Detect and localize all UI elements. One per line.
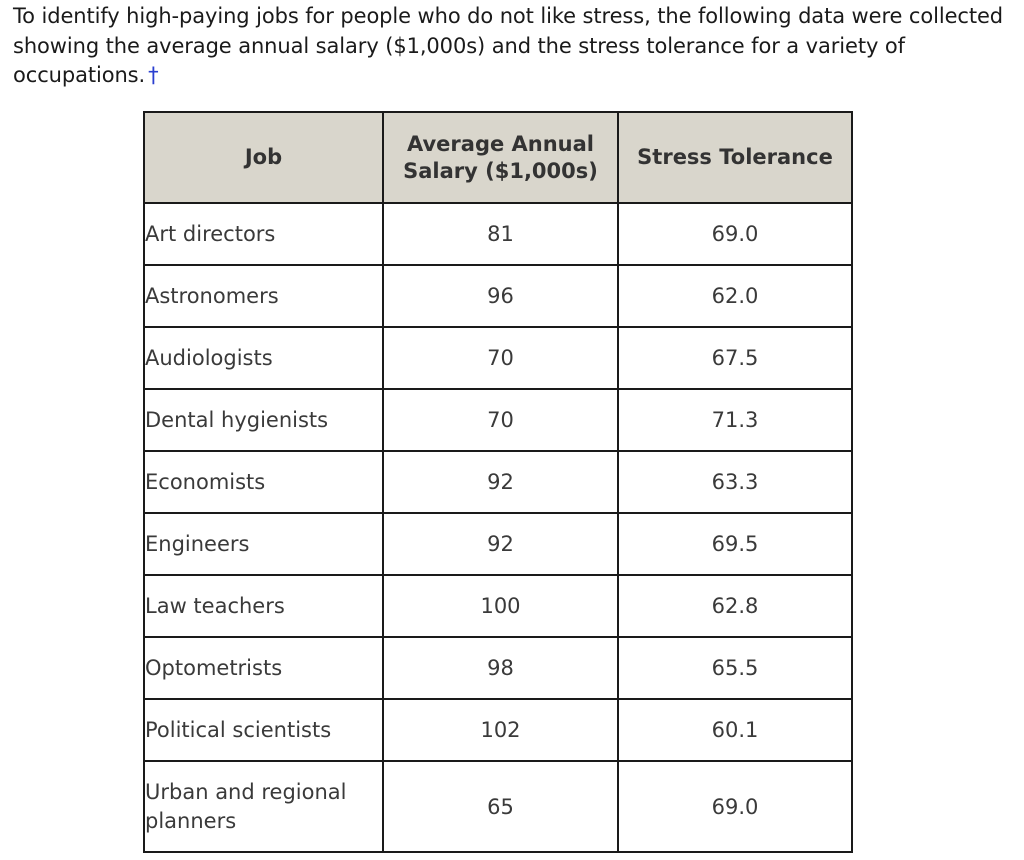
- cell-job: Astronomers: [144, 265, 383, 327]
- cell-job: Audiologists: [144, 327, 383, 389]
- cell-stress: 69.5: [618, 513, 852, 575]
- header-stress-tolerance: Stress Tolerance: [618, 112, 852, 203]
- cell-salary: 70: [383, 389, 618, 451]
- cell-job: Economists: [144, 451, 383, 513]
- cell-stress: 69.0: [618, 761, 852, 852]
- table-row: [144, 761, 852, 852]
- cell-stress: 63.3: [618, 451, 852, 513]
- cell-stress: 62.8: [618, 575, 852, 637]
- cell-stress: 69.0: [618, 203, 852, 265]
- header-salary: Average Annual Salary ($1,000s): [383, 112, 618, 203]
- table-row: [144, 699, 852, 761]
- cell-salary: 96: [383, 265, 618, 327]
- footnote-dagger-link[interactable]: †: [148, 63, 159, 87]
- table-row: [144, 265, 852, 327]
- cell-job: Art directors: [144, 203, 383, 265]
- cell-salary: 81: [383, 203, 618, 265]
- cell-salary: 65: [383, 761, 618, 852]
- cell-stress: 62.0: [618, 265, 852, 327]
- cell-job: Optometrists: [144, 637, 383, 699]
- cell-job: Engineers: [144, 513, 383, 575]
- cell-salary: 100: [383, 575, 618, 637]
- cell-stress: 67.5: [618, 327, 852, 389]
- cell-stress: 71.3: [618, 389, 852, 451]
- table-row: [144, 451, 852, 513]
- cell-salary: 102: [383, 699, 618, 761]
- cell-stress: 65.5: [618, 637, 852, 699]
- cell-salary: 98: [383, 637, 618, 699]
- table-row: [144, 513, 852, 575]
- cell-salary: 70: [383, 327, 618, 389]
- cell-job: Dental hygienists: [144, 389, 383, 451]
- table-header-row: [144, 112, 852, 203]
- table-row: [144, 327, 852, 389]
- intro-paragraph: [13, 2, 1018, 91]
- header-job: Job: [144, 112, 383, 203]
- cell-salary: 92: [383, 513, 618, 575]
- table-row: [144, 389, 852, 451]
- cell-salary: 92: [383, 451, 618, 513]
- cell-job: Law teachers: [144, 575, 383, 637]
- cell-stress: 60.1: [618, 699, 852, 761]
- table-row: [144, 203, 852, 265]
- intro-text: To identify high-paying jobs for people who do not like stress, the following data were collected showing the average annual salary ($1,000s) and the stress tolerance for a variety of occupations.: [13, 4, 1004, 87]
- table-row: [144, 637, 852, 699]
- cell-job: Urban and regional planners: [144, 761, 383, 852]
- cell-job: Political scientists: [144, 699, 383, 761]
- table-row: [144, 575, 852, 637]
- occupation-table: [143, 111, 853, 853]
